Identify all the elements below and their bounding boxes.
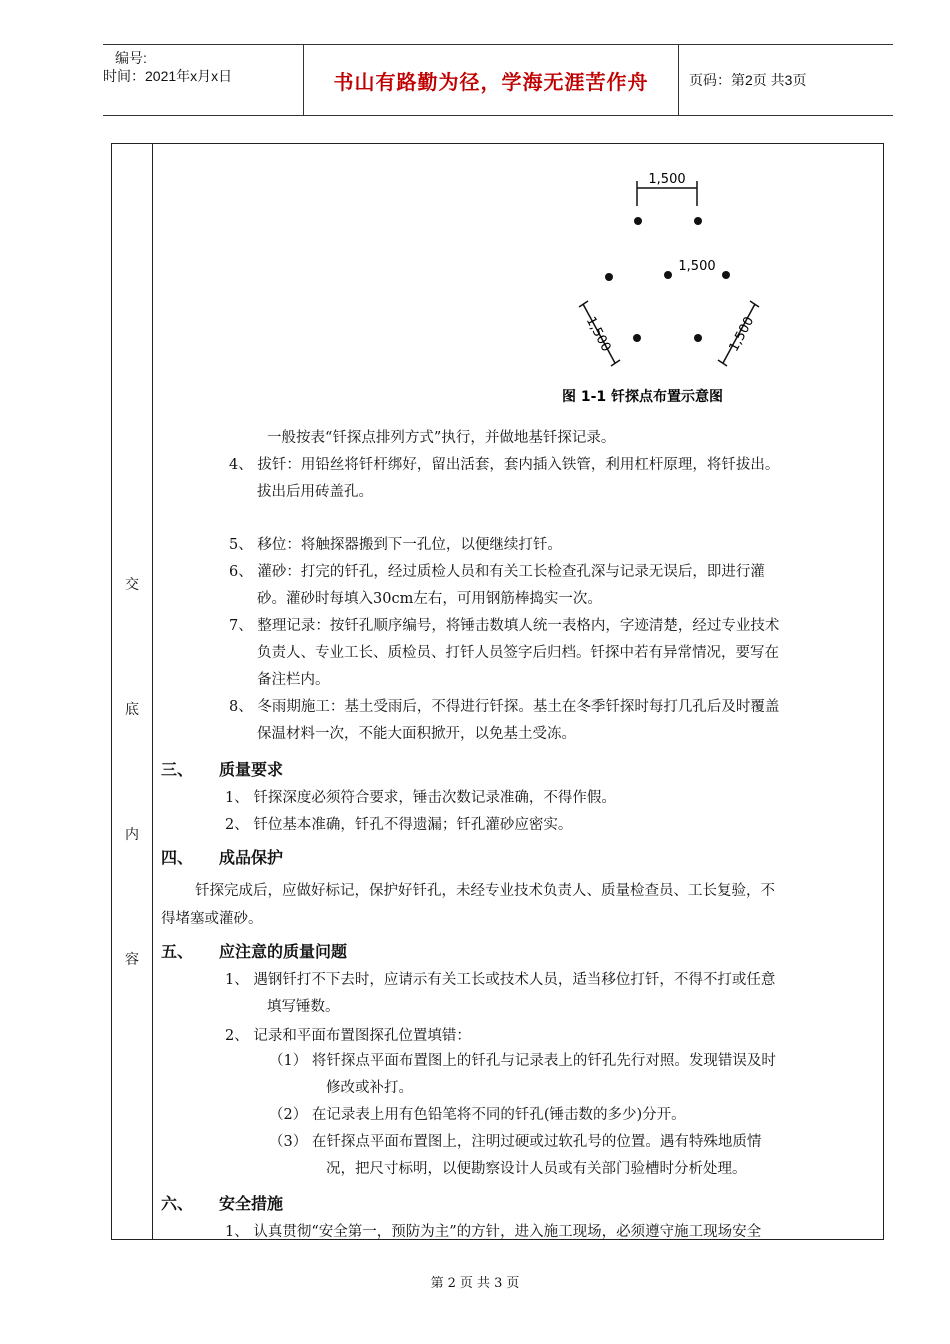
text-line: 备注栏内。: [257, 672, 330, 688]
section-6-title: 安全措施: [219, 1194, 284, 1213]
text-line: 2、 记录和平面布置图探孔位置填错：: [225, 1028, 471, 1044]
text-line: 修改或补打。: [326, 1080, 413, 1096]
text-line: 8、 冬雨期施工：基土受雨后，不得进行钎探。基土在冬季钎探时每打几孔后及时覆盖: [229, 699, 780, 715]
text-line: 保温材料一次，不能大面积掀开，以免基土受冻。: [257, 726, 576, 742]
probe-point: [722, 271, 730, 279]
text-line: 4、 拔钎：用铅丝将钎杆绑好，留出活套，套内插入铁管，利用杠杆原理，将钎拔出。: [229, 457, 780, 473]
probe-point: [634, 217, 642, 225]
probe-point: [694, 334, 702, 342]
section-4-number: 四、: [161, 848, 194, 867]
side-char-4: 容: [125, 952, 139, 968]
probe-point: [664, 271, 672, 279]
page-header: [103, 44, 893, 116]
footer-pre: 第: [430, 1276, 444, 1291]
time-label: 时间：2021年x月x日: [103, 68, 233, 84]
text-line: 况，把尺寸标明，以便勘察设计人员或有关部门验槽时分析处理。: [326, 1161, 747, 1177]
motto: 书山有路勤为径，学海无涯苦作舟: [303, 45, 679, 115]
dim-mid: 1,500: [678, 259, 716, 274]
text-line: 1、 认真贯彻“安全第一，预防为主”的方针，进入施工现场，必须遵守施工现场安全: [225, 1224, 762, 1240]
text-line: 负责人、专业工长、质检员、打钎人员签字后归档。钎探中若有异常情况，要写在: [257, 645, 779, 661]
footer-page: 2: [447, 1276, 456, 1291]
side-char-3: 内: [125, 827, 139, 843]
footer-post: 页: [506, 1276, 520, 1291]
page-label: 页码：第2页 共3页: [689, 72, 807, 88]
text-line: 6、 灌砂：打完的钎孔，经过质检人员和有关工长检查孔深与记录无误后，即进行灌: [229, 564, 765, 580]
text-line: 填写锤数。: [267, 999, 340, 1015]
text-line: （1） 将钎探点平面布置图上的钎孔与记录表上的钎孔先行对照。发现错误及时: [269, 1053, 776, 1069]
text-line: 钎探完成后，应做好标记，保护好钎孔，未经专业技术负责人、质量检查员、工长复验，不: [195, 883, 775, 899]
text-line: 5、 移位：将触探器搬到下一孔位，以便继续打钎。: [229, 537, 562, 553]
serial-label: 编号:: [115, 50, 147, 66]
probe-point: [633, 334, 641, 342]
footer-total: 3: [494, 1276, 503, 1291]
side-char-1: 交: [125, 577, 139, 593]
probe-layout-figure: [557, 158, 787, 410]
probe-point: [694, 217, 702, 225]
dim-right: 1,500: [726, 314, 758, 355]
section-5-number: 五、: [161, 942, 194, 961]
text-line: 一般按表“钎探点排列方式”执行，并做地基钎探记录。: [267, 430, 616, 446]
text-line: （3） 在钎探点平面布置图上，注明过硬或过软孔号的位置。遇有特殊地质情: [269, 1134, 762, 1150]
text-line: （2） 在记录表上用有色铅笔将不同的钎孔(锤击数的多少)分开。: [269, 1107, 686, 1123]
content-area: [153, 144, 883, 1239]
dim-top: 1,500: [648, 172, 686, 187]
section-3-title: 质量要求: [219, 760, 284, 779]
section-3-number: 三、: [161, 760, 194, 779]
text-line: 7、 整理记录：按钎孔顺序编号，将锤击数填人统一表格内，字迹清楚，经过专业技术: [229, 618, 780, 634]
section-5-title: 应注意的质量问题: [219, 942, 348, 961]
section-6-number: 六、: [161, 1194, 194, 1213]
figure-caption: 图 1-1 钎探点布置示意图: [562, 389, 724, 405]
side-char-2: 底: [125, 702, 139, 718]
section-4-title: 成品保护: [219, 848, 284, 867]
text-line: 2、 钎位基本准确，钎孔不得遗漏；钎孔灌砂应密实。: [225, 817, 573, 833]
side-label-column: [112, 144, 153, 1239]
text-line: 1、 钎探深度必须符合要求，锤击次数记录准确，不得作假。: [225, 790, 616, 806]
header-left: [103, 45, 303, 119]
disclosure-table: [111, 143, 884, 1240]
text-line: 砂。灌砂时每填入30cm左右，可用钢筋棒捣实一次。: [257, 591, 602, 607]
page-footer: [0, 1272, 950, 1291]
text-line: 拔出后用砖盖孔。: [257, 484, 373, 500]
footer-mid: 页 共: [459, 1276, 491, 1291]
text-line: 1、 遇钢钎打不下去时，应请示有关工长或技术人员，适当移位打钎，不得不打或任意: [225, 972, 776, 988]
dim-left: 1,500: [582, 314, 614, 355]
text-line: 得堵塞或灌砂。: [161, 911, 263, 927]
probe-point: [605, 273, 613, 281]
